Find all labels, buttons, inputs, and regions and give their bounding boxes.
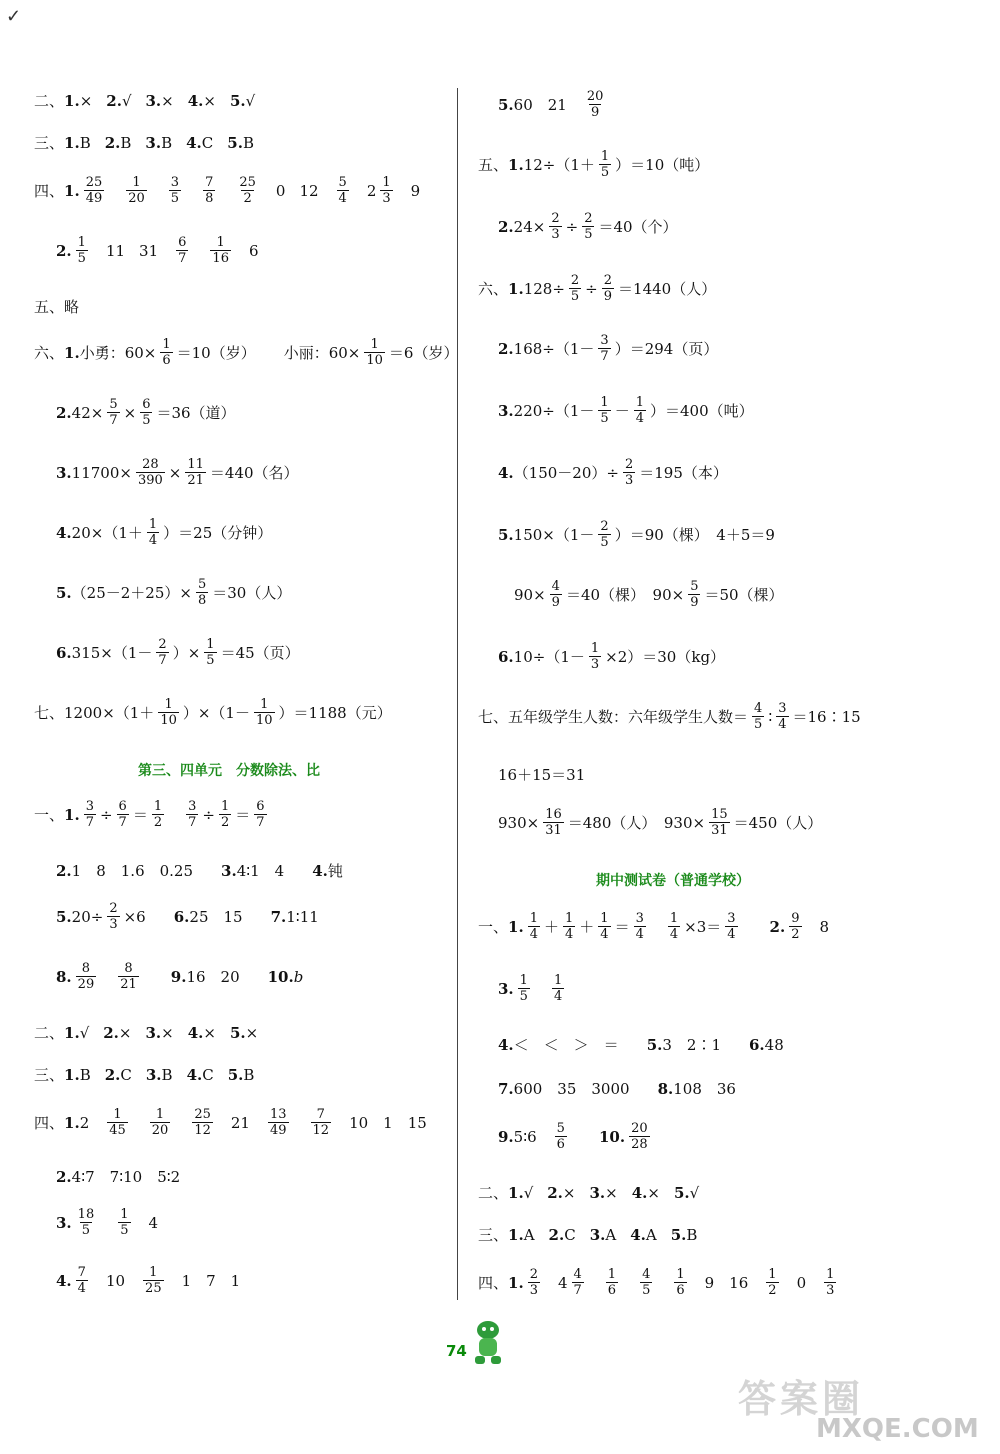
fraction: $\frac{1}{10}$ (160, 697, 177, 728)
fraction: $\frac{1}{2}$ (220, 799, 230, 830)
fraction: $\frac{11}{21}$ (187, 457, 204, 488)
fraction: $\frac{2}{3}$ (551, 211, 560, 242)
fraction: $\frac{3}{7}$ (188, 799, 197, 830)
answer-line: 2. 42× $\frac{5}{7}$ × $\frac{6}{5}$ ＝36（道） (56, 397, 236, 428)
fraction: $\frac{3}{4}$ (635, 911, 644, 942)
fraction: $\frac{1}{45}$ (109, 1107, 126, 1138)
answer-line: 9. 5∶6 $\frac{5}{6}$ 10. $\frac{20}{28}$ (498, 1121, 648, 1152)
answer-line: 2. 24× $\frac{2}{3}$ ÷ $\frac{2}{5}$ ＝40（个） (498, 211, 678, 242)
fraction: $\frac{3}{7}$ (85, 799, 94, 830)
fraction: $\frac{5}{6}$ (556, 1121, 565, 1152)
fraction: $\frac{3}{4}$ (727, 911, 736, 942)
fraction: $\frac{18}{5}$ (77, 1207, 95, 1238)
fraction: $\frac{16}{31}$ (545, 807, 562, 838)
fraction: $\frac{1}{5}$ (120, 1207, 129, 1238)
answer-line: 二、 1. √ 2. × 3. × 4. × 5. √ (478, 1183, 700, 1202)
answer-line: 4. （150－20）÷ $\frac{2}{3}$ ＝195（本） (498, 457, 728, 488)
fraction: $\frac{2}{3}$ (529, 1267, 538, 1298)
fraction: $\frac{1}{4}$ (564, 911, 574, 942)
fraction: $\frac{13}{49}$ (269, 1107, 287, 1138)
fraction: $\frac{5}{9}$ (690, 579, 699, 610)
answer-line: 二、 1. √ 2. × 3. × 4. × 5. × (34, 1023, 259, 1042)
answer-line: 4. 20×（1＋ $\frac{1}{4}$ ）＝25（分钟） (56, 517, 273, 548)
answer-line: 2. 168÷（1－ $\frac{3}{7}$ ）＝294（页） (498, 333, 719, 364)
fraction: $\frac{1}{25}$ (145, 1265, 162, 1296)
fraction: $\frac{1}{3}$ (382, 175, 391, 206)
fraction: $\frac{4}{9}$ (551, 579, 560, 610)
fraction: $\frac{2}{3}$ (624, 457, 634, 488)
fraction: $\frac{1}{5}$ (77, 235, 86, 266)
fraction: $\frac{28}{390}$ (137, 457, 163, 488)
fraction: $\frac{4}{5}$ (754, 701, 763, 732)
fraction: $\frac{1}{5}$ (600, 149, 610, 180)
answer-line: 6. 10÷（1－ $\frac{1}{3}$ ×2）＝30（kg） (498, 641, 726, 672)
fraction: $\frac{9}{2}$ (791, 911, 800, 942)
fraction: $\frac{20}{28}$ (631, 1121, 648, 1152)
answer-line: 七、 五年级学生人数：六年级学生人数＝ $\frac{4}{5}$ ∶ $\frac{3}{4}$ ＝16∶15 (478, 701, 861, 732)
corner-mark: ✓ (6, 6, 22, 27)
answer-line: 2. $\frac{1}{5}$ 11 31 $\frac{6}{7}$ $\frac{1}{16}$ 6 (56, 235, 259, 266)
fraction: $\frac{20}{9}$ (586, 89, 604, 120)
answer-line: 5. 60 21 $\frac{20}{9}$ (498, 89, 604, 120)
fraction: $\frac{8}{21}$ (120, 961, 137, 992)
fraction: $\frac{1}{5}$ (519, 973, 528, 1004)
answer-line: 4. $\frac{7}{4}$ 10 $\frac{1}{25}$ 1 7 1 (56, 1265, 241, 1296)
fraction: $\frac{5}{4}$ (338, 175, 347, 206)
fraction: $\frac{2}{3}$ (109, 901, 118, 932)
fraction: $\frac{1}{6}$ (607, 1267, 617, 1298)
fraction: $\frac{1}{6}$ (162, 337, 171, 368)
fraction: $\frac{7}{12}$ (312, 1107, 330, 1138)
fraction: $\frac{1}{20}$ (151, 1107, 169, 1138)
fraction: $\frac{25}{2}$ (239, 175, 256, 206)
fraction: $\frac{1}{4}$ (635, 395, 644, 426)
section-heading: 期中测试卷（普通学校） (596, 873, 750, 889)
mascot-icon (470, 1318, 506, 1368)
answer-line: 16＋15＝31 (498, 766, 586, 784)
fraction: $\frac{1}{4}$ (669, 911, 679, 942)
fraction: $\frac{15}{31}$ (711, 807, 728, 838)
answer-line: 3. 220÷（1－ $\frac{1}{5}$ － $\frac{1}{4}$ ）＝400（吨） (498, 395, 754, 426)
answer-line: 三、 1. B 2. B 3. B 4. C 5. B (34, 133, 254, 152)
answer-line: 930× $\frac{16}{31}$ ＝480（人） 930× $\frac{15}{31}$ ＝450（人） (498, 807, 823, 838)
answer-line: 四、 1. $\frac{25}{49}$ $\frac{1}{20}$ $\frac{3}{5}$ $\frac{7}{8}$ $\frac{25}{2}$ 0 12 $\frac{5}{4}$ 2 $\frac{1}{3}$ 9 (34, 175, 421, 206)
answer-line: 3. $\frac{18}{5}$ $\frac{1}{5}$ 4 (56, 1207, 159, 1238)
watermark (738, 1374, 988, 1446)
fraction: $\frac{2}{5}$ (600, 519, 609, 550)
answer-line: 三、 1. B 2. C 3. B 4. C 5. B (34, 1065, 255, 1084)
fraction: $\frac{1}{4}$ (600, 911, 609, 942)
answer-line: 2. 1 8 1.6 0.25 3. 4∶1 4 4. 钝 (56, 861, 343, 880)
answer-line: 五、 1. 12÷（1＋ $\frac{1}{5}$ ）＝10（吨） (478, 149, 710, 180)
section-heading: 第三、四单元 分数除法、比 (138, 763, 320, 779)
fraction: $\frac{2}{7}$ (158, 637, 167, 668)
answer-line: 4. ＜ ＜ ＞ ＝ 5. 3 2∶1 6. 48 (498, 1035, 784, 1054)
fraction: $\frac{25}{49}$ (85, 175, 103, 206)
answer-line: 8. $\frac{8}{29}$ $\frac{8}{21}$ 9. 16 20 10. b (56, 961, 304, 992)
fraction: $\frac{1}{5}$ (600, 395, 609, 426)
answer-line: 一、 1. $\frac{1}{4}$ ＋ $\frac{1}{4}$ ＋ $\frac{1}{4}$ ＝ $\frac{3}{4}$ $\frac{1}{4}$ ×3＝ $\frac{3}{4}$ 2. $\frac{9}{2}$ 8 (478, 911, 830, 942)
answer-line: 3. $\frac{1}{5}$ $\frac{1}{4}$ (498, 973, 563, 1004)
answer-line: 7. 600 35 3000 8. 108 36 (498, 1079, 736, 1098)
answer-line: 5. 20÷ $\frac{2}{3}$ ×6 6. 25 15 7. 1∶11 (56, 901, 319, 932)
answer-line: 5. 150×（1－ $\frac{2}{5}$ ）＝90（棵） 4＋5＝9 (498, 519, 775, 550)
answer-line: 六、 1. 128÷ $\frac{2}{5}$ ÷ $\frac{2}{9}$ ＝1440（人） (478, 273, 717, 304)
fraction: $\frac{7}{4}$ (77, 1265, 86, 1296)
answer-line: 6. 315×（1－ $\frac{2}{7}$ ）× $\frac{1}{5}$ ＝45（页） (56, 637, 300, 668)
fraction: $\frac{4}{7}$ (573, 1267, 582, 1298)
answer-line: 90× $\frac{4}{9}$ ＝40（棵） 90× $\frac{5}{9}$ ＝50（棵） (514, 579, 784, 610)
watermark-url: MXQE.COM (816, 1414, 979, 1444)
fraction: $\frac{8}{29}$ (77, 961, 95, 992)
answer-line: 六、 1. 小勇：60× $\frac{1}{6}$ ＝10（岁） 小丽：60× $\frac{1}{10}$ ＝6（岁） (34, 337, 459, 368)
fraction: $\frac{3}{5}$ (170, 175, 180, 206)
answer-line: 3. 11700× $\frac{28}{390}$ × $\frac{11}{21}$ ＝440（名） (56, 457, 299, 488)
fraction: $\frac{6}{7}$ (118, 799, 127, 830)
fraction: $\frac{1}{16}$ (212, 235, 229, 266)
fraction: $\frac{1}{2}$ (768, 1267, 777, 1298)
fraction: $\frac{1}{4}$ (148, 517, 158, 548)
answer-line: 二、 1. × 2. √ 3. × 4. × 5. √ (34, 91, 256, 110)
fraction: $\frac{1}{3}$ (826, 1267, 835, 1298)
column-divider (457, 88, 458, 1300)
fraction: $\frac{2}{5}$ (584, 211, 593, 242)
page-number: 74 (446, 1342, 467, 1360)
fraction: $\frac{6}{7}$ (256, 799, 265, 830)
fraction: $\frac{7}{8}$ (205, 175, 214, 206)
fraction: $\frac{1}{4}$ (553, 973, 563, 1004)
fraction: $\frac{25}{12}$ (194, 1107, 211, 1138)
fraction: $\frac{1}{3}$ (590, 641, 600, 672)
watermark-logo-text: 答案圈 (738, 1377, 865, 1421)
fraction: $\frac{4}{5}$ (642, 1267, 651, 1298)
answer-line: 5. （25－2＋25）× $\frac{5}{8}$ ＝30（人） (56, 577, 292, 608)
fraction: $\frac{5}{7}$ (109, 397, 118, 428)
fraction: $\frac{6}{5}$ (142, 397, 151, 428)
fraction: $\frac{1}{2}$ (153, 799, 163, 830)
answer-line: 五、略 (34, 298, 80, 316)
answer-line: 四、 1. $\frac{2}{3}$ 4 $\frac{4}{7}$ $\frac{1}{6}$ $\frac{4}{5}$ $\frac{1}{6}$ 9 16 $\frac{1}{2}$ 0 $\frac{1}{3}$ (478, 1267, 835, 1298)
fraction: $\frac{1}{6}$ (676, 1267, 685, 1298)
fraction: $\frac{2}{5}$ (570, 273, 580, 304)
fraction: $\frac{3}{7}$ (600, 333, 609, 364)
fraction: $\frac{3}{4}$ (778, 701, 787, 732)
fraction: $\frac{1}{4}$ (529, 911, 538, 942)
fraction: $\frac{1}{10}$ (255, 697, 273, 728)
answer-line: 七、 1200×（1＋ $\frac{1}{10}$ ）×（1－ $\frac{1}{10}$ ）＝1188（元） (34, 697, 392, 728)
answer-line: 2. 4∶7 7∶10 5∶2 (56, 1167, 181, 1186)
answer-line: 三、 1. A 2. C 3. A 4. A 5. B (478, 1225, 698, 1244)
answer-line: 一、 1. $\frac{3}{7}$ ÷ $\frac{6}{7}$ ＝ $\frac{1}{2}$ $\frac{3}{7}$ ÷ $\frac{1}{2}$ ＝ $\frac{6}{7}$ (34, 799, 265, 830)
fraction: $\frac{1}{10}$ (366, 337, 383, 368)
fraction: $\frac{5}{8}$ (197, 577, 207, 608)
fraction: $\frac{1}{20}$ (128, 175, 145, 206)
fraction: $\frac{6}{7}$ (178, 235, 187, 266)
answer-line: 四、 1. 2 $\frac{1}{45}$ $\frac{1}{20}$ $\frac{25}{12}$ 21 $\frac{13}{49}$ $\frac{7}{12}$ 10 1 15 (34, 1107, 427, 1138)
fraction: $\frac{1}{5}$ (206, 637, 215, 668)
fraction: $\frac{2}{9}$ (603, 273, 613, 304)
